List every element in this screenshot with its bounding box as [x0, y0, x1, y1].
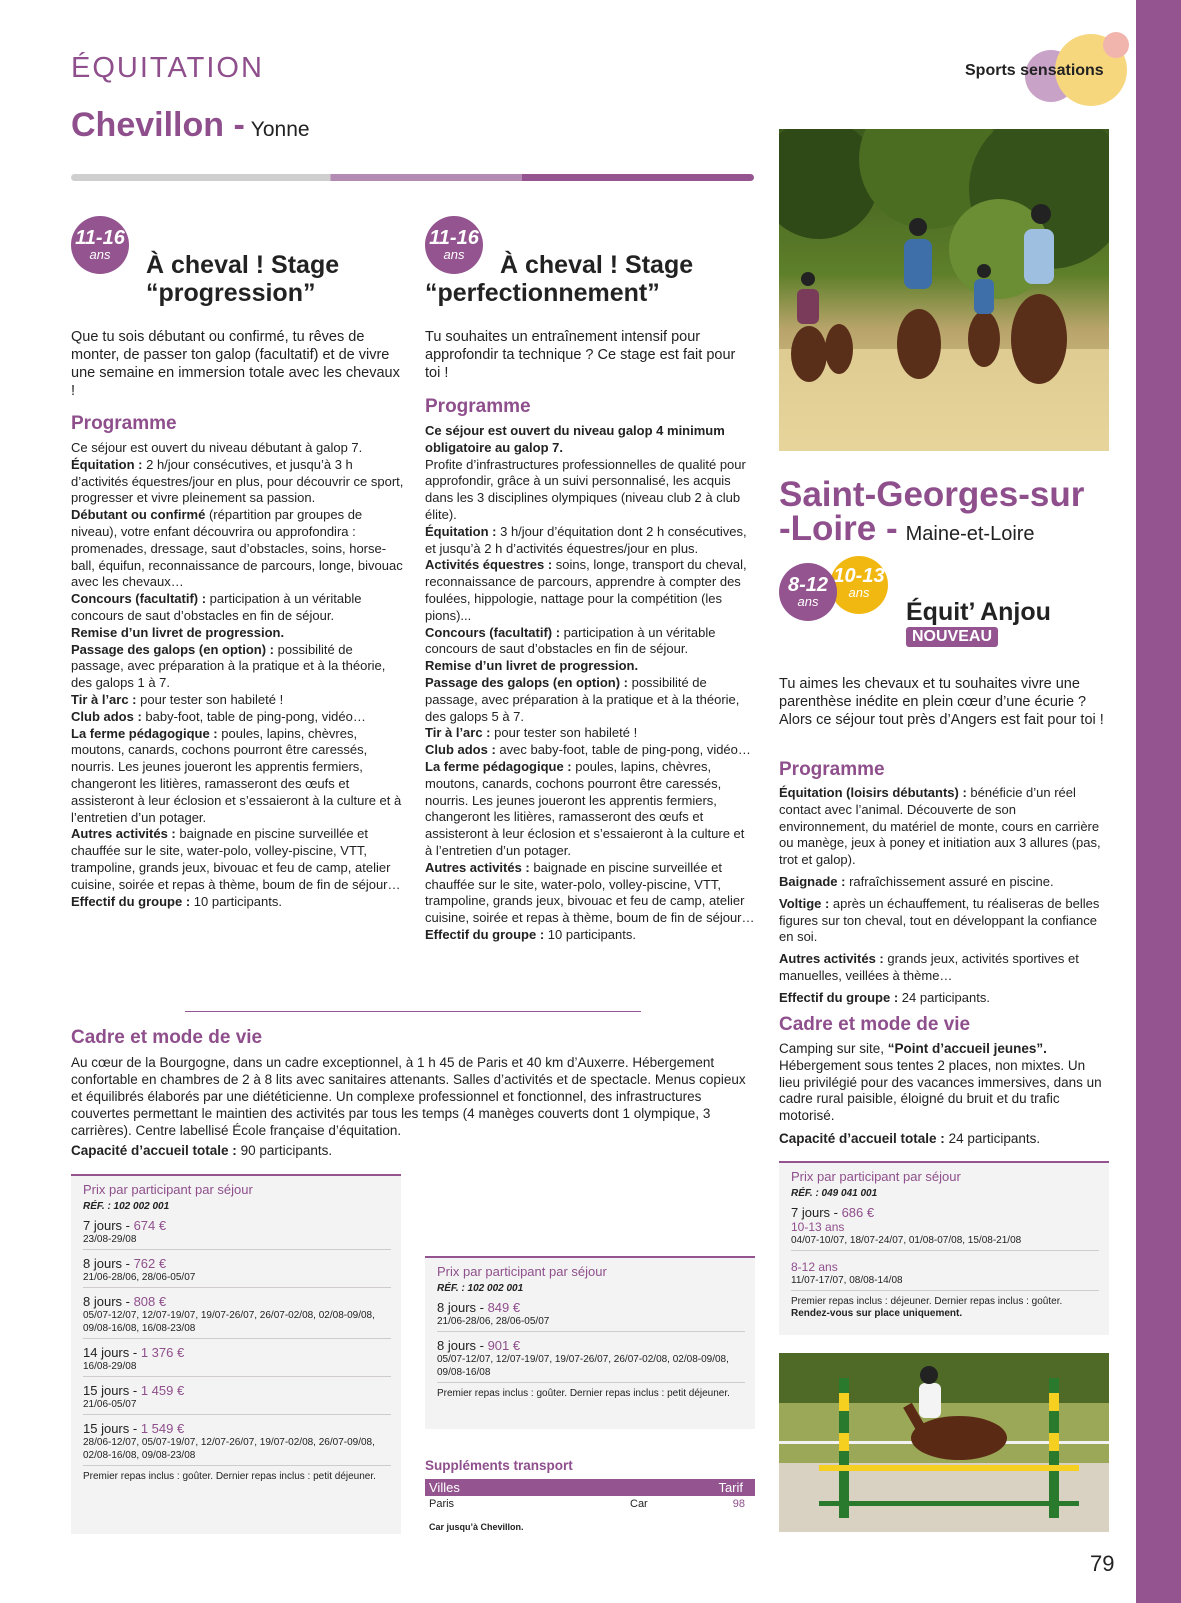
cadre1-capacity: Capacité d’accueil totale : 90 participants. — [71, 1143, 333, 1158]
section-logo — [965, 32, 1135, 107]
col-price: Tarif — [718, 1480, 743, 1495]
section-label: Sports sensations — [965, 62, 1104, 79]
transport-city: Paris — [429, 1498, 455, 1510]
price-dates: 21/06-28/06, 28/06-05/07 — [437, 1315, 745, 1332]
stage2-programme — [425, 423, 755, 944]
price-note: Premier repas inclus : goûter. Dernier repas inclus : petit déjeuner. — [83, 1471, 376, 1482]
price-ref: RÉF. : 102 002 001 — [83, 1201, 170, 1212]
cadre1-text: Au cœur de la Bourgogne, dans un cadre exceptionnel, à 1 h 45 de Paris et 40 km d’Auxerre. Hébergement confortable en chambres de 2 à 8 lits avec sanitaires attenants. Salles d’activités et de spectacle. Menus copieux et équilibrés élaborés par une diététicienne. Un complexe professionnel et fonctionnel, des infrastructures couvertes permettant le maintien des activités par tous les temps (4 manèges couverts dont 1 olympique, 3 carrières). Centre labellisé École française d’équitation. — [71, 1055, 746, 1138]
cadre2-text: Camping sur site, “Point d’accueil jeunes”. Hébergement sous tentes 2 places, non mixtes. Un lieu privilégié pour des vacances immersives, dans un cadre rural paisible, éloigné du bruit et du trafic motorisé. — [779, 1041, 1102, 1124]
region-maine-et-loire: Maine-et-Loire — [905, 523, 1035, 545]
programme-item: Effectif du groupe : 24 participants. — [779, 989, 990, 1005]
programme-item: Ce séjour est ouvert du niveau débutant à galop 7. — [71, 440, 363, 455]
page-number: 79 — [1090, 1551, 1115, 1576]
cadre1-heading: Cadre et mode de vie — [71, 1027, 263, 1048]
price-heading: Prix par participant par séjour — [437, 1264, 607, 1279]
programme-item: Remise d’un livret de progression. — [425, 658, 639, 674]
programme-item: Passage des galops (en option) : possibilité de passage, avec préparation à la pratique et à la théorie, des galops 5 à 7. — [425, 674, 740, 724]
price-ref: RÉF. : 102 002 001 — [437, 1283, 524, 1294]
new-badge: NOUVEAU — [906, 627, 998, 647]
page-edge-band — [1136, 0, 1181, 1603]
programme-item: Débutant ou confirmé (répartition par groupes de niveau), votre enfant découvrira ou approfondira : promenades, dressage, saut d’obstacles, soins, horse-ball, équifun, reconnaissance de parcours, longe, bivouac avec les chevaux… — [71, 507, 403, 590]
age-badge-10-13: 10-13 ans — [830, 556, 888, 614]
transport-row — [425, 1498, 755, 1514]
programme-item: Équitation : 2 h/jour consécutives, et jusqu’à 3 h d’activités équestres/jour en plus, pour découvrir ce sport, progresser et vivre pleinement sa passion. — [71, 456, 404, 506]
price-line: 7 jours - 674 € — [83, 1218, 167, 1233]
programme-item: Passage des galops (en option) : possibilité de passage, avec préparation à la pratique et à la théorie, des galops 1 à 7. — [71, 641, 386, 691]
age-group-10-13: 10-13 ans — [791, 1220, 845, 1234]
programme-item: Voltige : après un échauffement, tu réaliseras de belles figures sur ton cheval, tout en développant la confiance en soi. — [779, 895, 1100, 945]
cadre2-capacity: Capacité d’accueil totale : 24 participants. — [779, 1131, 1041, 1146]
destination-title-chevillon: Chevillon - Yonne — [71, 106, 310, 144]
price-line: 8 jours - 762 € — [83, 1256, 167, 1271]
category-title: ÉQUITATION — [71, 52, 264, 84]
stage2-title: À cheval ! Stage “perfectionnement” — [425, 251, 694, 307]
price-heading: Prix par participant par séjour — [83, 1182, 253, 1197]
programme-item: Ce séjour est ouvert du niveau galop 4 minimum obligatoire au galop 7. — [425, 423, 725, 455]
programme-item: Profite d’infrastructures professionnelles de qualité pour approfondir, grâce à un suivi personnalisé, les acquis dans les 3 disciplines olympiques (niveau club 2 à club élite). — [425, 456, 746, 522]
stage3-title: Équit’ Anjou — [906, 598, 1051, 626]
price-box-equit-anjou — [779, 1161, 1109, 1335]
price-dates: 28/06-12/07, 05/07-19/07, 12/07-26/07, 19/07-02/08, 26/07-09/08, 02/08-16/08, 09/08-23/08 — [83, 1436, 391, 1466]
age-badge-8-12: 8-12 ans — [779, 563, 837, 621]
age-badge-stage1: 11-16 ans — [71, 216, 129, 274]
price-line: 7 jours - 686 € — [791, 1205, 875, 1220]
programme-item: Équitation : 3 h/jour d’équitation dont 2 h consécutives, et jusqu’à 2 h d’activités équestres/jour en plus. — [425, 523, 747, 556]
transport-mode: Car — [630, 1498, 648, 1510]
programme-item: Remise d’un livret de progression. — [71, 624, 285, 640]
programme-item: Autres activités : baignade en piscine surveillée et chauffée sur le site, water-polo, volley-piscine, VTT, trampoline, grands jeux, bivouac et feu de camp, atelier cuisine, soirée et repas à thème, boum de fin de séjour… — [71, 826, 401, 892]
transport-heading: Suppléments transport — [425, 1458, 573, 1473]
transport-table-header — [425, 1479, 755, 1496]
price-line: 15 jours - 1 549 € — [83, 1421, 185, 1436]
price-note: Premier repas inclus : déjeuner. Dernier repas inclus : goûter. — [791, 1296, 1063, 1307]
price-dates: 05/07-12/07, 12/07-19/07, 19/07-26/07, 26/07-02/08, 02/08-09/08, 09/08-16/08 — [437, 1353, 745, 1383]
price-heading: Prix par participant par séjour — [791, 1169, 961, 1184]
price-line: 8 jours - 901 € — [437, 1338, 521, 1353]
price-box-progression — [71, 1174, 401, 1534]
programme-item: Tir à l’arc : pour tester son habileté ! — [71, 691, 284, 707]
destination-title-saint-georges: Saint-Georges-sur -Loire - Maine-et-Loire — [779, 475, 1085, 548]
stage3-programme-heading: Programme — [779, 759, 885, 780]
price-dates: 05/07-12/07, 12/07-19/07, 19/07-26/07, 26/07-02/08, 02/08-09/08, 09/08-16/08, 16/08-23/08 — [83, 1309, 391, 1339]
stage1-programme — [71, 440, 404, 910]
programme-item: Autres activités : baignade en piscine surveillée et chauffée sur le site, water-polo, volley-piscine, VTT, trampoline, grands jeux, bivouac et feu de camp, atelier cuisine, soirée et repas à thème, boum de fin de séjour… — [425, 859, 755, 926]
transport-price: 98 — [732, 1498, 745, 1510]
photo-riders-in-field — [779, 129, 1109, 451]
programme-item: Équitation (loisirs débutants) : bénéficie d’un réel contact avec l’animal. Découverte de son environnement, du matériel de monte, cours en carrière ou manège, jeux à poney et initiation aux 3 allures (pas, trot et galop). — [779, 785, 1101, 868]
stage1-intro: Que tu sois débutant ou confirmé, tu rêves de monter, de passer ton galop (facultatif) et de vivre une semaine en immersion totale avec les chevaux ! — [71, 329, 400, 399]
programme-item: La ferme pédagogique : poules, lapins, chèvres, moutons, canards, cochons pourront être caressés, nourris. Les jeunes joueront les apprentis fermiers, changeront les litières, ramasseront des œufs et assisteront à leur éclosion et s’essaieront à la culture et à l’entretien d’un potager. — [71, 725, 402, 825]
price-box-perfectionnement — [425, 1256, 755, 1429]
price-note: Premier repas inclus : goûter. Dernier repas inclus : petit déjeuner. — [437, 1388, 730, 1399]
price-note-bold: Rendez-vous sur place uniquement. — [791, 1308, 963, 1319]
stage2-intro: Tu souhaites un entraînement intensif pour approfondir ta technique ? Ce stage est fait pour toi ! — [425, 329, 736, 381]
dates-10-13: 04/07-10/07, 18/07-24/07, 01/08-07/08, 15/08-21/08 — [791, 1234, 1099, 1251]
price-line: 8 jours - 849 € — [437, 1300, 521, 1315]
region-yonne: Yonne — [250, 118, 310, 141]
price-dates: 23/08-29/08 — [83, 1233, 391, 1250]
programme-item: Concours (facultatif) : participation à un véritable concours de saut d’obstacles en fin de séjour. — [71, 591, 362, 623]
stage1-programme-heading: Programme — [71, 413, 177, 434]
programme-item: Autres activités : grands jeux, activités sportives et manuelles, veillées à thème… — [779, 951, 1079, 983]
title-divider — [71, 174, 754, 181]
programme-item: Club ados : baby-foot, table de ping-pong, vidéo… — [71, 708, 366, 724]
col-city: Villes — [429, 1480, 460, 1495]
stage1-title: À cheval ! Stage “progression” — [146, 251, 340, 307]
programme-item: Concours (facultatif) : participation à un véritable concours de saut d’obstacles en fin de séjour. — [425, 624, 716, 657]
price-dates: 21/06-05/07 — [83, 1398, 391, 1415]
programme-item: Activités équestres : soins, longe, transport du cheval, reconnaissance de parcours, apprendre à compter des foulées, hippologie, nattage pour la compétition (les pions)... — [425, 557, 747, 623]
programme-item: Effectif du groupe : 10 participants. — [425, 926, 636, 942]
programme-item: Tir à l’arc : pour tester son habileté ! — [425, 725, 638, 741]
photo-show-jumping — [779, 1353, 1109, 1532]
programme-item: Club ados : avec baby-foot, table de ping-pong, vidéo… — [425, 742, 751, 758]
price-ref: RÉF. : 049 041 001 — [791, 1188, 878, 1199]
dates-8-12: 11/07-17/07, 08/08-14/08 — [791, 1274, 1099, 1291]
price-dates: 16/08-29/08 — [83, 1360, 391, 1377]
stage2-programme-heading: Programme — [425, 396, 531, 417]
stage3-programme — [779, 785, 1107, 1012]
cadre2-heading: Cadre et mode de vie — [779, 1014, 971, 1035]
transport-note: Car jusqu’à Chevillon. — [429, 1522, 524, 1532]
price-dates: 21/06-28/06, 28/06-05/07 — [83, 1271, 391, 1288]
programme-item: La ferme pédagogique : poules, lapins, chèvres, moutons, canards, cochons pourront être caressés, nourris. Les jeunes joueront les apprentis fermiers, changeront les litières, ramasseront des œufs et assisteront à leur éclosion et s’essaieront à la culture et à l’entretien d’un potager. — [425, 758, 745, 858]
stage3-intro: Tu aimes les chevaux et tu souhaites vivre une parenthèse inédite en plein cœur d’une écurie ? Alors ce séjour tout près d’Angers est fait pour toi ! — [779, 676, 1104, 728]
age-badge-stage2: 11-16 ans — [425, 216, 483, 274]
price-line: 8 jours - 808 € — [83, 1294, 167, 1309]
price-line: 14 jours - 1 376 € — [83, 1345, 185, 1360]
cadre-divider — [185, 1011, 641, 1012]
age-group-8-12: 8-12 ans — [791, 1260, 838, 1274]
price-line: 15 jours - 1 459 € — [83, 1383, 185, 1398]
programme-item: Baignade : rafraîchissement assuré en piscine. — [779, 873, 1054, 889]
programme-item: Effectif du groupe : 10 participants. — [71, 893, 282, 909]
